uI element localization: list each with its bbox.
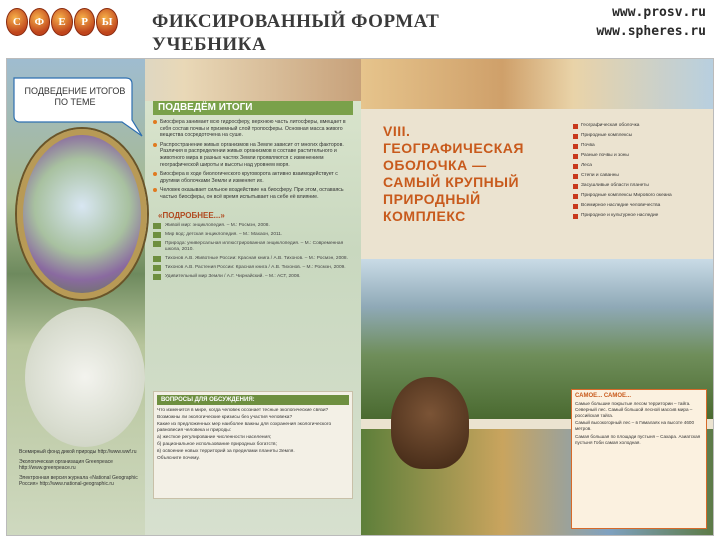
reference-item: Живой мир: энциклопедия. – М.: Росмэн, 2008. [153, 223, 353, 229]
contents-item: Природные комплексы [573, 133, 713, 139]
web-link[interactable]: Всемирный фонд дикой природы http://www.wwf.ru [19, 449, 137, 455]
magnifier-photo [17, 129, 147, 299]
reference-item: Удивительный мир Земли / А.Г. Чирнайский. – М.: АСТ, 2008. [153, 274, 353, 280]
logo-letter: Ф [29, 8, 51, 36]
reference-item: Тихонов А.В. Растения России: Красная книга / А.В. Тихонов. – М.: Росмэн, 2009. [153, 265, 353, 271]
bear-photo [391, 377, 469, 469]
web-link[interactable]: Электронная версия журнала «National Geographic Россия» http://www.national-geographic.ru [19, 474, 138, 487]
question-item: б) рациональное использование природных богатств; [157, 442, 277, 447]
question-item: Объясните почему. [157, 456, 200, 461]
logo-letter: Е [51, 8, 73, 36]
callout-text: ПОДВЕДЕНИЕ ИТОГОВ ПО ТЕМЕ [24, 86, 126, 107]
reference-item: Природа: универсальная иллюстрированная энциклопедия. – М.: Современная школа, 2010. [153, 241, 353, 253]
logo-letter: Р [74, 8, 96, 36]
facts-box [571, 389, 707, 529]
logo-letter: Ы [96, 8, 118, 36]
summary-paragraph: Биосфера занимает всю гидросферу, верхнюю часть литосферы, вмещает в себя состав почвы и приземный слой тропосферы. Основная масса живого вещества сосредоточена на суше. [153, 119, 353, 139]
more-heading: «ПОДРОБНЕЕ...» [158, 210, 225, 220]
logo-letter: С [6, 8, 28, 36]
facts-heading: САМОЕ... САМОЕ... [575, 393, 632, 399]
fact-item: Самый высокогорный лес – в Гималаях на высоте 4600 метров. [575, 420, 695, 432]
contents-item: Почва [573, 143, 713, 149]
contents-item: Природные комплексы Мирового океана [573, 193, 713, 199]
contents-item: Леса [573, 163, 713, 169]
right-page-top-photo [361, 59, 714, 109]
speech-callout [8, 64, 138, 138]
question-item: в) освоение новых территорий за пределами планеты Земля. [157, 449, 295, 454]
url-block [596, 3, 706, 41]
contents-item: Разные почвы и зоны [573, 153, 713, 159]
questions-heading: ВОПРОСЫ ДЛЯ ОБСУЖДЕНИЯ: [157, 395, 349, 405]
reference-item: Тихонов А.В. Животные России: Красная книга / А.В. Тихонов. – М.: Росмэн, 2008. [153, 256, 353, 262]
contents-item: Природное и культурное наследие [573, 213, 713, 219]
fact-item: Самая большая по площади пустыня – Сахара. Азиатская пустыня Гоби самая холодная. [575, 433, 701, 445]
chapter-contents [573, 123, 713, 223]
fact-item: Самые большие покрытые лесом территории – тайга. Северный лес. Самый большой лесной массив мира – российская тайга. [575, 401, 693, 418]
url-prosv[interactable]: www.prosv.ru [612, 5, 706, 20]
questions-box [153, 391, 353, 499]
question-item: Возможны ли экологические кризисы без участия человека? [157, 415, 293, 420]
question-item: а) жесткое регулирование численности населения; [157, 435, 272, 440]
web-links [19, 449, 147, 491]
question-item: Какие из предложенных мер наиболее важны для сохранения экологического равновесия человека и природы: [157, 422, 332, 433]
right-page [361, 59, 714, 536]
contents-item: Засушливые области планеты [573, 183, 713, 189]
reference-item: Мир вод: детская энциклопедия. – М.: Махаон, 2011. [153, 232, 353, 238]
summary-heading: ПОДВЕДЁМ ИТОГИ [153, 101, 353, 115]
chapter-title: VIII. ГЕОГРАФИЧЕСКАЯ ОБОЛОЧКА — САМЫЙ КРУПНЫЙ ПРИРОДНЫЙ КОМПЛЕКС [383, 123, 524, 224]
contents-item: Степи и саванны [573, 173, 713, 179]
contents-item: Географическая оболочка [573, 123, 713, 129]
summary-paragraph: Человек оказывает сильное воздействие на биосферу. При этом, оставаясь частью биосферы, он всё время испытывает на себе её влияние. [153, 187, 353, 200]
spheres-logo [6, 8, 118, 36]
summary-section [153, 101, 353, 280]
summary-paragraph: Биосфера в ходе биологического круговорота активно взаимодействует с другими оболочками Земли и изменяет их. [153, 171, 353, 184]
web-link[interactable]: Экологическая организация Greenpeace http://www.greenpeace.ru [19, 458, 113, 471]
slide-title: ФИКСИРОВАННЫЙ ФОРМАТ УЧЕБНИКА [152, 11, 440, 55]
url-spheres[interactable]: www.spheres.ru [596, 24, 706, 39]
contents-item: Всемирное наследие человечества [573, 203, 713, 209]
peacock-photo [25, 307, 145, 447]
summary-paragraph: Распространение живых организмов на Земле зависит от многих факторов. Различия в распределении живых организмов в составе растительного и животного мира в разных частях Земли проявляются с изменением географической широты и высоты над уровнем моря. [153, 142, 353, 168]
question-item: Что изменится в мире, когда человек осознает тесные экологические связи? [157, 408, 329, 413]
